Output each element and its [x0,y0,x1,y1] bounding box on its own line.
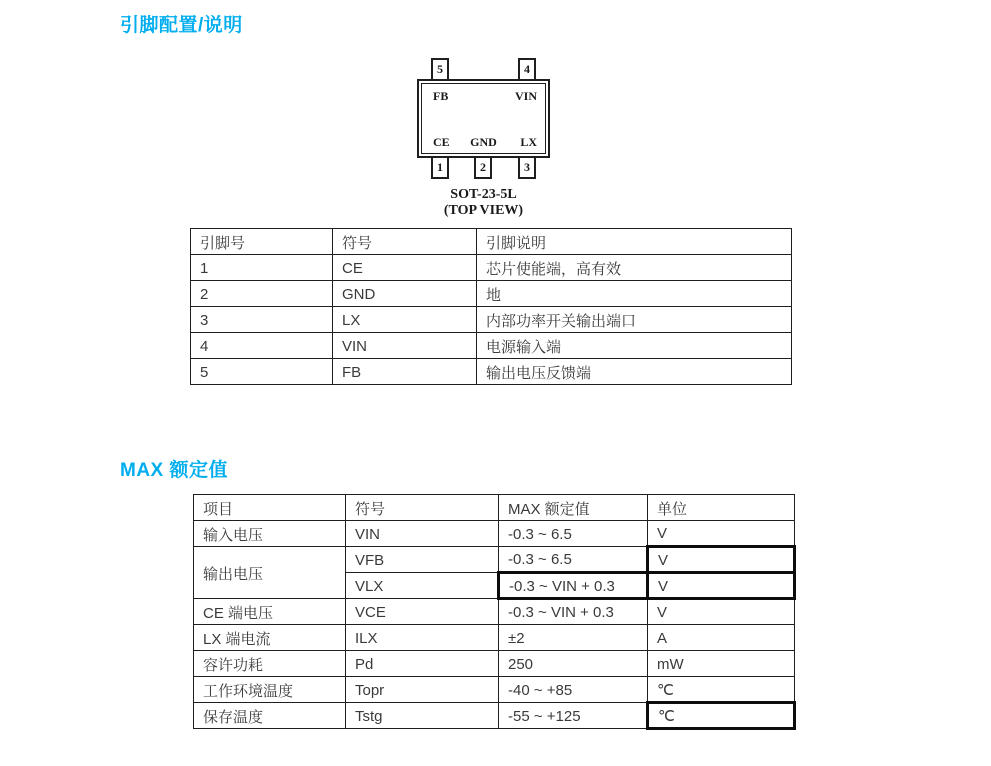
cell-unit: V [648,573,795,599]
package-body-inner-outline [421,83,546,154]
cell-symbol: Tstg [346,703,499,729]
pin-number: 5 [437,62,443,76]
cell-pin-number: 2 [191,281,333,307]
cell-pin-number: 3 [191,307,333,333]
cell-unit: ℃ [648,703,795,729]
cell-unit: V [648,521,795,547]
cell-symbol: VIN [333,333,477,359]
pin-number: 4 [524,62,530,76]
cell-pin-number: 4 [191,333,333,359]
table-row [191,281,792,307]
cell-description: 输出电压反馈端 [477,359,792,385]
cell-unit: V [648,599,795,625]
cell-rating: -40 ~ +85 [499,677,648,703]
header-pin-description: 引脚说明 [477,229,792,255]
cell-rating: ±2 [499,625,648,651]
table-row [194,703,795,729]
cell-unit: ℃ [648,677,795,703]
table-header-row [191,229,792,255]
cell-pin-number: 1 [191,255,333,281]
pin-label-lx: LX [520,135,537,149]
table-row [194,521,795,547]
cell-description: 内部功率开关输出端口 [477,307,792,333]
cell-symbol: VCE [346,599,499,625]
table-header-row [194,495,795,521]
header-symbol: 符号 [346,495,499,521]
header-unit: 单位 [648,495,795,521]
pin-label-vin: VIN [514,89,537,103]
cell-symbol: VLX [346,573,499,599]
cell-item: 工作环境温度 [194,677,346,703]
pin-label-fb: FB [433,89,449,103]
cell-item: LX 端电流 [194,625,346,651]
table-row [194,625,795,651]
cell-rating: -0.3 ~ 6.5 [499,547,648,573]
table-row [191,333,792,359]
pin-box-5 [431,58,449,81]
cell-symbol: FB [333,359,477,385]
header-item: 项目 [194,495,346,521]
pin-number: 1 [437,160,443,174]
cell-item: 保存温度 [194,703,346,729]
cell-symbol: VIN [346,521,499,547]
header-pin-number: 引脚号 [191,229,333,255]
package-name: SOT-23-5L [450,187,517,202]
table-row [194,547,795,573]
table-row [191,307,792,333]
cell-rating: 250 [499,651,648,677]
cell-unit: A [648,625,795,651]
section-title-max-ratings: MAX 额定值 [120,460,229,481]
cell-symbol: ILX [346,625,499,651]
table-row [191,255,792,281]
pin-box-1 [431,156,449,179]
cell-description: 地 [477,281,792,307]
cell-description: 芯片使能端，高有效 [477,255,792,281]
cell-rating: -0.3 ~ 6.5 [499,521,648,547]
header-rating: MAX 额定值 [499,495,648,521]
cell-pin-number: 5 [191,359,333,385]
cell-rating: -0.3 ~ VIN + 0.3 [499,599,648,625]
cell-symbol: Pd [346,651,499,677]
pin-box-2 [474,156,492,179]
header-symbol: 符号 [333,229,477,255]
pin-box-3 [518,156,536,179]
pin-number: 2 [480,160,486,174]
cell-symbol: Topr [346,677,499,703]
pin-label-gnd: GND [470,135,497,149]
pin-number: 3 [524,160,530,174]
cell-item-output-voltage: 输出电压 [194,547,346,599]
cell-item: CE 端电压 [194,599,346,625]
package-body [417,79,550,158]
cell-unit: mW [648,651,795,677]
table-row [191,359,792,385]
cell-rating: -0.3 ~ VIN + 0.3 [499,573,648,599]
cell-rating: -55 ~ +125 [499,703,648,729]
table-row [194,677,795,703]
pin-label-ce: CE [433,135,450,149]
cell-item: 容许功耗 [194,651,346,677]
cell-symbol: VFB [346,547,499,573]
section-title-pin-config: 引脚配置/说明 [120,15,243,36]
max-ratings-table [193,494,796,730]
cell-symbol: GND [333,281,477,307]
table-row [194,599,795,625]
table-row [194,651,795,677]
package-view-label: (TOP VIEW) [443,203,524,218]
cell-description: 电源输入端 [477,333,792,359]
cell-symbol: LX [333,307,477,333]
cell-item: 输入电压 [194,521,346,547]
cell-symbol: CE [333,255,477,281]
pin-box-4 [518,58,536,81]
pin-description-table [190,228,792,385]
cell-unit: V [648,547,795,573]
